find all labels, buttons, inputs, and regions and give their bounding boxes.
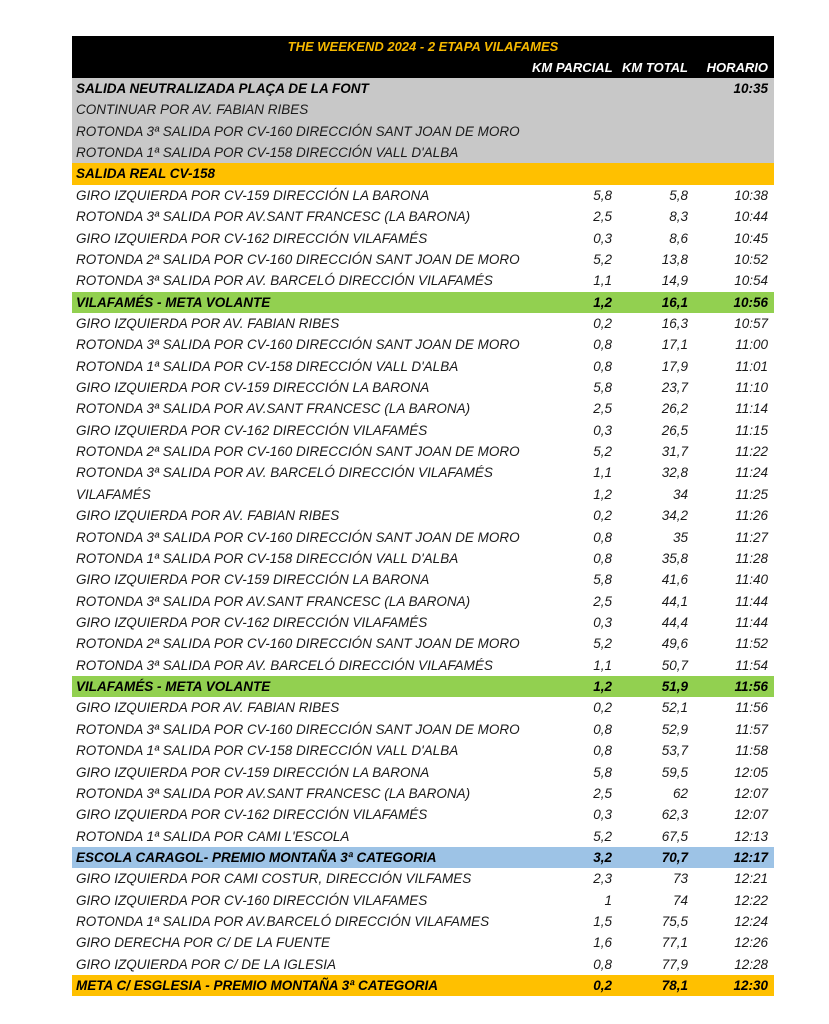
row-km-total: 44,4 [661,614,688,630]
row-km-total: 35 [672,529,688,545]
row-km-parcial [542,142,612,163]
row-horario: 10:44 [734,209,768,225]
row-km-total: 44,1 [661,593,688,609]
table-row [72,142,774,163]
row-km-parcial: 1 [604,892,612,908]
row-horario: 11:56 [735,700,768,716]
row-km-total: 13,8 [661,251,688,267]
table-row [72,676,774,697]
row-description: CONTINUAR POR AV. FABIAN RIBES [76,102,309,118]
row-description: GIRO IZQUIERDA POR C/ DE LA IGLESIA [76,956,337,972]
table-row [72,847,774,868]
row-km-total: 16,3 [661,315,688,331]
table-title: THE WEEKEND 2024 - 2 ETAPA VILAFAMES [72,36,774,57]
row-description: ROTONDA 1ª SALIDA POR AV.BARCELÓ DIRECCIÓN VILAFAMES [76,914,490,930]
table-row [72,484,774,505]
row-km-parcial: 1,2 [593,294,612,310]
table-row [72,462,774,483]
table-row [72,932,774,953]
table-row [72,398,774,419]
row-km-parcial: 5,2 [593,251,612,267]
row-km-parcial: 0,2 [593,508,612,524]
row-km-parcial: 0,3 [593,614,612,630]
row-horario: 11:44 [735,614,768,630]
row-horario: 11:26 [735,508,768,524]
table-row [72,356,774,377]
row-km-total: 34 [672,486,688,502]
table-row [72,719,774,740]
table-row [72,206,774,227]
row-km-total: 49,6 [661,636,688,652]
row-km-total: 32,8 [661,465,688,481]
row-horario [690,99,774,120]
row-description: ROTONDA 3ª SALIDA POR AV.SANT FRANCESC (LA BARONA) [76,401,471,417]
row-km-total: 78,1 [661,978,688,994]
row-description: GIRO IZQUIERDA POR CV-160 DIRECCIÓN VILAFAMES [76,892,428,908]
header-row [72,57,774,78]
row-km-parcial: 0,8 [593,721,612,737]
row-km-total: 52,9 [661,721,688,737]
row-km-parcial: 0,2 [593,978,612,994]
row-horario: 10:54 [734,273,768,289]
row-km-parcial: 1,1 [593,273,612,289]
row-km-total: 16,1 [661,294,688,310]
row-km-parcial: 0,3 [593,807,612,823]
table-row [72,527,774,548]
row-km-parcial: 2,5 [593,785,612,801]
row-km-total: 77,9 [661,956,688,972]
row-horario [690,121,774,142]
row-horario: 11:14 [735,401,768,417]
row-horario: 11:27 [735,529,768,545]
row-description: SALIDA NEUTRALIZADA PLAÇA DE LA FONT [76,81,369,96]
table-row [72,697,774,718]
row-description: GIRO IZQUIERDA POR CV-159 DIRECCIÓN LA BARONA [76,380,430,396]
row-description: GIRO IZQUIERDA POR CV-162 DIRECCIÓN VILAFAMÉS [76,807,428,823]
table-row [72,292,774,313]
row-horario: 11:22 [735,444,768,460]
row-km-total: 77,1 [661,935,688,951]
table-row [72,569,774,590]
table-row [72,804,774,825]
row-km-total: 52,1 [661,700,688,716]
row-km-parcial [542,78,612,99]
row-km-parcial: 2,5 [593,593,612,609]
row-km-parcial: 5,2 [593,636,612,652]
row-description: ROTONDA 1ª SALIDA POR CAMI L'ESCOLA [76,828,350,844]
row-horario: 11:56 [734,679,768,695]
row-km-parcial: 1,5 [593,914,612,930]
row-description: VILAFAMÉS [76,486,151,502]
row-horario: 12:30 [733,978,768,994]
table-row [72,441,774,462]
row-km-parcial: 1,1 [593,657,612,673]
row-description: VILAFAMÉS - META VOLANTE [76,294,271,310]
table-row [72,249,774,270]
table-row [72,954,774,975]
row-horario: 12:05 [734,764,768,780]
row-horario: 12:21 [734,871,768,887]
row-description: META C/ ESGLESIA - PREMIO MONTAÑA 3ª CATEGORIA [76,978,439,994]
row-km-parcial: 0,3 [593,230,612,246]
row-description: GIRO IZQUIERDA POR CV-159 DIRECCIÓN LA BARONA [76,764,430,780]
row-km-total: 67,5 [661,828,688,844]
row-horario: 11:01 [735,358,768,374]
table-row [72,505,774,526]
row-km-parcial: 0,2 [593,700,612,716]
row-description: ROTONDA 3ª SALIDA POR AV. BARCELÓ DIRECCIÓN VILAFAMÉS [76,465,493,481]
row-km-total: 5,8 [669,187,688,203]
row-km-parcial [542,121,612,142]
row-km-total: 75,5 [661,914,688,930]
table-row [72,612,774,633]
row-description: ROTONDA 2ª SALIDA POR CV-160 DIRECCIÓN SANT JOAN DE MORO [76,444,520,460]
row-description: ROTONDA 3ª SALIDA POR CV-160 DIRECCIÓN SANT JOAN DE MORO [76,529,520,545]
row-km-total [612,121,690,142]
row-km-parcial: 2,3 [593,871,612,887]
table-row [72,655,774,676]
row-km-parcial: 1,1 [593,465,612,481]
row-km-total [612,163,690,184]
row-horario: 11:52 [735,636,768,652]
row-km-total: 23,7 [661,380,688,396]
row-description: ROTONDA 2ª SALIDA POR CV-160 DIRECCIÓN SANT JOAN DE MORO [76,636,520,652]
row-horario: 11:40 [735,572,768,588]
table-row [72,740,774,761]
row-km-total: 41,6 [661,572,688,588]
row-horario: 12:26 [734,935,768,951]
row-description: ROTONDA 3ª SALIDA POR CV-160 DIRECCIÓN SANT JOAN DE MORO [76,721,520,737]
table-row [72,783,774,804]
row-km-parcial: 0,8 [593,956,612,972]
row-km-parcial: 1,2 [593,679,612,695]
row-km-total: 59,5 [661,764,688,780]
table-row [72,228,774,249]
row-description: GIRO IZQUIERDA POR AV. FABIAN RIBES [76,700,340,716]
row-km-total [612,142,690,163]
header-km-parcial: KM PARCIAL [532,60,613,75]
row-horario: 11:57 [735,721,768,737]
row-km-total: 51,9 [661,679,688,695]
row-km-total: 34,2 [661,508,688,524]
row-km-total: 35,8 [661,550,688,566]
row-description: GIRO IZQUIERDA POR CV-159 DIRECCIÓN LA BARONA [76,572,430,588]
row-description: ROTONDA 3ª SALIDA POR AV. BARCELÓ DIRECCIÓN VILAFAMÉS [76,657,493,673]
row-km-total: 74 [672,892,688,908]
table-row [72,591,774,612]
row-description: ROTONDA 1ª SALIDA POR CV-158 DIRECCIÓN VALL D'ALBA [76,358,459,374]
row-horario: 10:56 [733,294,768,310]
table-row [72,548,774,569]
header-horario: HORARIO [706,60,768,75]
row-km-total: 17,1 [661,337,688,353]
row-km-total: 17,9 [661,358,688,374]
route-table [72,36,774,996]
row-horario: 12:07 [734,807,768,823]
table-row [72,185,774,206]
row-km-parcial [542,163,612,184]
table-row [72,762,774,783]
table-row [72,633,774,654]
row-horario: 11:25 [735,486,768,502]
table-row [72,890,774,911]
row-km-total: 26,2 [661,401,688,417]
header-description [72,57,532,78]
row-km-total: 8,6 [669,230,688,246]
row-km-total: 8,3 [669,209,688,225]
row-km-parcial: 0,3 [593,422,612,438]
row-horario: 11:54 [735,657,768,673]
row-km-parcial: 5,2 [593,828,612,844]
row-km-total: 26,5 [661,422,688,438]
row-km-total: 62,3 [661,807,688,823]
row-horario: 11:28 [735,550,768,566]
table-row [72,826,774,847]
row-description: ROTONDA 1ª SALIDA POR CV-158 DIRECCIÓN VALL D'ALBA [76,550,459,566]
row-description: ESCOLA CARAGOL- PREMIO MONTAÑA 3ª CATEGORIA [76,849,437,865]
table-row [72,377,774,398]
row-horario: 11:10 [735,380,768,396]
row-description: GIRO IZQUIERDA POR CV-162 DIRECCIÓN VILAFAMÉS [76,230,428,246]
row-description: GIRO IZQUIERDA POR CAMI COSTUR, DIRECCIÓN VILFAMES [76,871,472,887]
row-horario: 10:35 [733,81,768,96]
table-body [72,78,774,996]
table-row [72,99,774,120]
row-description: GIRO IZQUIERDA POR CV-162 DIRECCIÓN VILAFAMÉS [76,422,428,438]
row-description: SALIDA REAL CV-158 [76,166,216,182]
row-horario: 12:22 [734,892,768,908]
row-description: ROTONDA 3ª SALIDA POR AV.SANT FRANCESC (LA BARONA) [76,593,471,609]
table-row [72,313,774,334]
row-km-parcial: 5,8 [593,572,612,588]
row-horario: 11:58 [735,743,768,759]
row-horario: 12:07 [734,785,768,801]
row-km-total: 31,7 [661,444,688,460]
row-description: GIRO IZQUIERDA POR AV. FABIAN RIBES [76,508,340,524]
row-km-total [612,78,690,99]
row-horario: 11:15 [735,422,768,438]
row-horario: 11:24 [735,465,768,481]
table-row [72,911,774,932]
row-description: ROTONDA 2ª SALIDA POR CV-160 DIRECCIÓN SANT JOAN DE MORO [76,251,520,267]
table-row [72,975,774,996]
row-horario: 12:28 [734,956,768,972]
row-description: GIRO IZQUIERDA POR AV. FABIAN RIBES [76,315,340,331]
row-description: GIRO DERECHA POR C/ DE LA FUENTE [76,935,331,951]
row-description: GIRO IZQUIERDA POR CV-162 DIRECCIÓN VILAFAMÉS [76,614,428,630]
row-km-parcial: 0,8 [593,743,612,759]
row-horario: 10:45 [734,230,768,246]
table-row [72,270,774,291]
table-row [72,78,774,99]
row-description: ROTONDA 3ª SALIDA POR AV. BARCELÓ DIRECCIÓN VILAFAMÉS [76,273,493,289]
row-horario: 10:38 [734,187,768,203]
row-km-parcial: 1,6 [593,935,612,951]
row-description: ROTONDA 1ª SALIDA POR CV-158 DIRECCIÓN VALL D'ALBA [76,145,459,161]
row-horario [690,163,774,184]
table-row [72,868,774,889]
row-description: ROTONDA 3ª SALIDA POR AV.SANT FRANCESC (LA BARONA) [76,785,471,801]
row-description: ROTONDA 1ª SALIDA POR CV-158 DIRECCIÓN VALL D'ALBA [76,743,459,759]
row-km-total: 14,9 [661,273,688,289]
row-km-parcial: 1,2 [593,486,612,502]
row-km-total [612,99,690,120]
table-row [72,420,774,441]
row-km-parcial: 5,8 [593,764,612,780]
row-km-parcial [542,99,612,120]
row-horario: 12:13 [734,828,768,844]
row-km-parcial: 5,2 [593,444,612,460]
row-km-parcial: 2,5 [593,401,612,417]
table-row [72,121,774,142]
row-km-parcial: 5,8 [593,380,612,396]
row-km-total: 62 [672,785,688,801]
row-km-parcial: 0,8 [593,529,612,545]
row-horario: 11:00 [735,337,768,353]
header-km-total: KM TOTAL [622,60,688,75]
row-km-total: 73 [672,871,688,887]
row-km-parcial: 0,8 [593,550,612,566]
row-km-total: 50,7 [661,657,688,673]
row-description: VILAFAMÉS - META VOLANTE [76,679,271,695]
row-description: ROTONDA 3ª SALIDA POR CV-160 DIRECCIÓN SANT JOAN DE MORO [76,123,520,139]
row-horario: 10:52 [734,251,768,267]
row-horario: 12:24 [734,914,768,930]
row-km-parcial: 2,5 [593,209,612,225]
row-km-parcial: 0,8 [593,358,612,374]
row-horario: 10:57 [734,315,768,331]
row-description: ROTONDA 3ª SALIDA POR AV.SANT FRANCESC (LA BARONA) [76,209,471,225]
row-km-total: 53,7 [661,743,688,759]
row-description: ROTONDA 3ª SALIDA POR CV-160 DIRECCIÓN SANT JOAN DE MORO [76,337,520,353]
row-km-parcial: 3,2 [593,849,612,865]
row-km-parcial: 5,8 [593,187,612,203]
row-horario: 12:17 [733,849,768,865]
row-horario [690,142,774,163]
table-row [72,334,774,355]
row-km-total: 70,7 [661,849,688,865]
row-horario: 11:44 [735,593,768,609]
table-row [72,163,774,184]
row-km-parcial: 0,2 [593,315,612,331]
row-km-parcial: 0,8 [593,337,612,353]
row-description: GIRO IZQUIERDA POR CV-159 DIRECCIÓN LA BARONA [76,187,430,203]
